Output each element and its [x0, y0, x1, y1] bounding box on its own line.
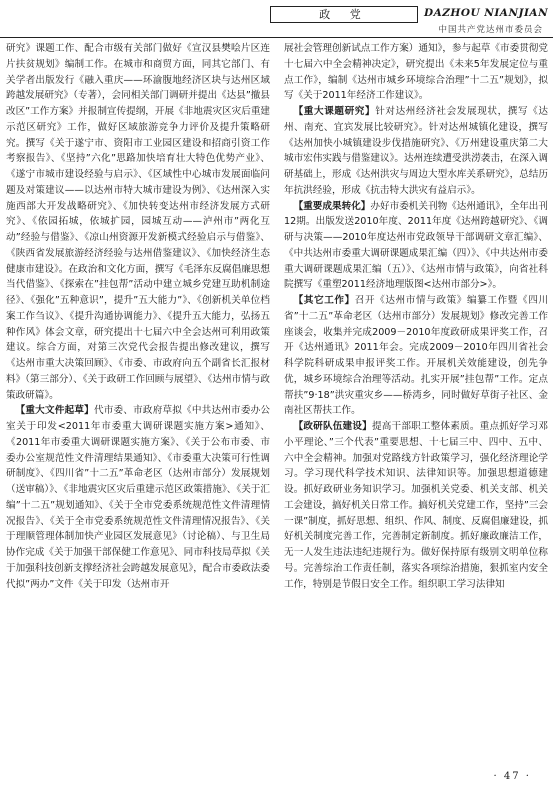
- header-rule: [0, 37, 553, 38]
- paragraph: [284, 104, 548, 199]
- left-column: [6, 41, 270, 592]
- paragraph: [284, 41, 548, 104]
- paragraph-text: 展社会管理创新试点工作方案）通知》，参与起草《市委贯彻党十七届六中全会精神决定》，研究提出《未来5年发展定位与重点工作》，编制《达州市城乡环境综合治理”十二五”规划》，拟写《关于2011年经济工作建议》。: [284, 43, 548, 102]
- section-label: 政 党: [270, 6, 418, 23]
- paragraph: [284, 199, 548, 294]
- paragraph: [6, 403, 270, 592]
- paragraph-heading: 【其它工作】: [293, 295, 355, 306]
- paragraph-heading: 【重大文件起草】: [15, 405, 94, 417]
- paragraph-text: 代市委、市政府草拟《中共达州市委办公室关于印发<2011年市委重大调研课题实施方案>通知》、《2011年市委重大调研课题实施方案》、《关于公布市委、市委办公室规范性文件清理结果通知》、《市委重大决策可行性调研制度》、《四川省”十二五”革命老区（达州市部分）发展规划（送审稿）》、《非地震灾区灾后重建示范区政策措施》、《关于汇编”十二五”规划通知》、《关于全市党委系统规范性文件清理情况报告》、《关于全市党委系统规范性文件清理情况报告》、《关于理顺管理体制加快产业园区发展意见》（讨论稿）、与卫生局协作完成《关于加强干部保健工作意见》、同市科技局草拟《关于加强科技创新支撑经济社会跨越发展意见》，配合市委政法委代拟”两办”文件《关于印发（达州市开: [6, 405, 271, 590]
- paragraph-text: 研究》课题工作、配合市级有关部门做好《宣汉县樊哙片区连片扶贫规划》编制工作。在城市和商贸方面，同其它部门、有关学者出版发行《融入重庆——环渝腹地经济区块与达州区域跨越发展研究》（专著），会同相关部门调研并提出《达县”撤县改区”工作方案》并报制宣传提纲，开展《非地震灾区灾后重建示范区研究》工作，做好区域旅游竞争力评价及提升策略研究。撰写《关于遂宁市、资阳市工业园区建设和招商引资工作考察报告》、《坚持”六化”思路加快培育壮大特色优势产业》、《遂宁市城市建设经验与启示》、《区域性中心城市发展面临问题及对策建议——以达州市特大城市建设为例》、《达州深入实施西部大开发战略研究》、《加快转变达州市经济发展方式研究》、《依园拓城，依城扩园，园城互动——泸州市”两化互动”经验与借鉴》、《凉山州资源开发新模式经验启示与借鉴》、《陕西省发展旅游经济经验与达州借鉴建议》、《加快经济生态健康市建设》。在政治和文化方面，撰写《毛泽东反腐倡廉思想当代借鉴》、《探索在”挂包帮”活动中建立城乡党建互助机制途径》、《强化”五种意识”，提升”五大能力”》、《创新机关单位档案工作刍议》、《提升沟通协调能力》、《提升五大能力，弘扬五种作风》体会文章，研究提出十七届六中全会达州可利用政策建议。综合方面，对第三次党代会报告提出修改建议，撰写《达州市重大决策回顾》、《市委、市政府向五个副省长汇报材料》（第三部分）、《关于政研工作回顾与展望》、《达州市情与政策政研篇》。: [6, 43, 271, 401]
- paragraph: [6, 41, 270, 403]
- right-column: [284, 41, 548, 592]
- paragraph: [284, 419, 548, 592]
- page-number: · 47 ·: [493, 771, 531, 782]
- paragraph-text: 召开《达州市情与政策》编纂工作暨《四川省”十二五”革命老区（达州市部分）发展规划》修改完善工作座谈会，收集并完成2009－2010年度政研成果评奖工作，召开《达州通讯》2011年会。完成2009－2010年四川省社会科学院科研成果申报评奖工作。开展机关效能建设，创先争优，城乡环境综合治理等活动。扎实开展”挂包帮”工作。定点帮扶”9·18”洪灾重灾乡——桥湾乡，同时做好草街子社区、金南社区帮扶工作。: [284, 295, 548, 417]
- paragraph-text: 提高干部职工整体素质。重点抓好学习邓小平理论、”三个代表”重要思想、十七届三中、四中、五中、六中全会精神。加强对党路线方针政策学习，强化经济理论学习。学习现代科学技术知识、法律知识等。加强思想道德建设。抓好政研业务知识学习。加强机关党委、机关支部、机关工会建设，搞好机关日常工作。搞好机关党建工作，坚持”三会一课”制度，抓好思想、组织、作风、制度、反腐倡廉建设，抓好机关制度完善工作，完善制定新制度。抓好廉政廉洁工作，无一人发生违法违纪违规行为。做好保持原有级别文明单位称号。完善综治工作责任制，落实各项综治措施，狠抓室内安全工作，特别是节假日安全工作。组织职工学习法律知: [284, 421, 549, 590]
- journal-title: DAZHOU NIANJIAN: [424, 7, 549, 19]
- paragraph-text: 针对达州经济社会发展现状，撰写《达州、南充、宜宾发展比较研究》。针对达州城镇化建设，撰写《达州加快小城镇建设步伐措施研究》、《万州建设重庆第二大城市宏伟实践与借鉴建议》。达州连续遭受洪涝袭击，在深入调研基础上，形成《达州洪灾与周边大型水库关系研究》，总结历年抗洪经验，形成《抗击特大洪灾有益启示》。: [284, 106, 549, 196]
- paragraph-heading: 【重要成果转化】: [293, 200, 371, 212]
- paragraph-text: 办好市委机关刊物《达州通讯》，全年出刊12期。出版发送2010年度、2011年度《达州跨越研究》、《调研与决策——2010年度达州市党政领导干部调研文章汇编》、《中共达州市委重大调研课题成果汇编（四）》、《中共达州市委重大调研课题成果汇编（五）》、《达州市情与政策》，向省社科院撰写《重塑2011经济地理版图<达州市部分>》。: [284, 200, 549, 291]
- paragraph-heading: 【重大课题研究】: [293, 106, 376, 117]
- paragraph: [284, 293, 548, 419]
- organization-label: 中国共产党达州市委员会: [438, 25, 543, 35]
- paragraph-heading: 【政研队伍建设】: [293, 421, 372, 432]
